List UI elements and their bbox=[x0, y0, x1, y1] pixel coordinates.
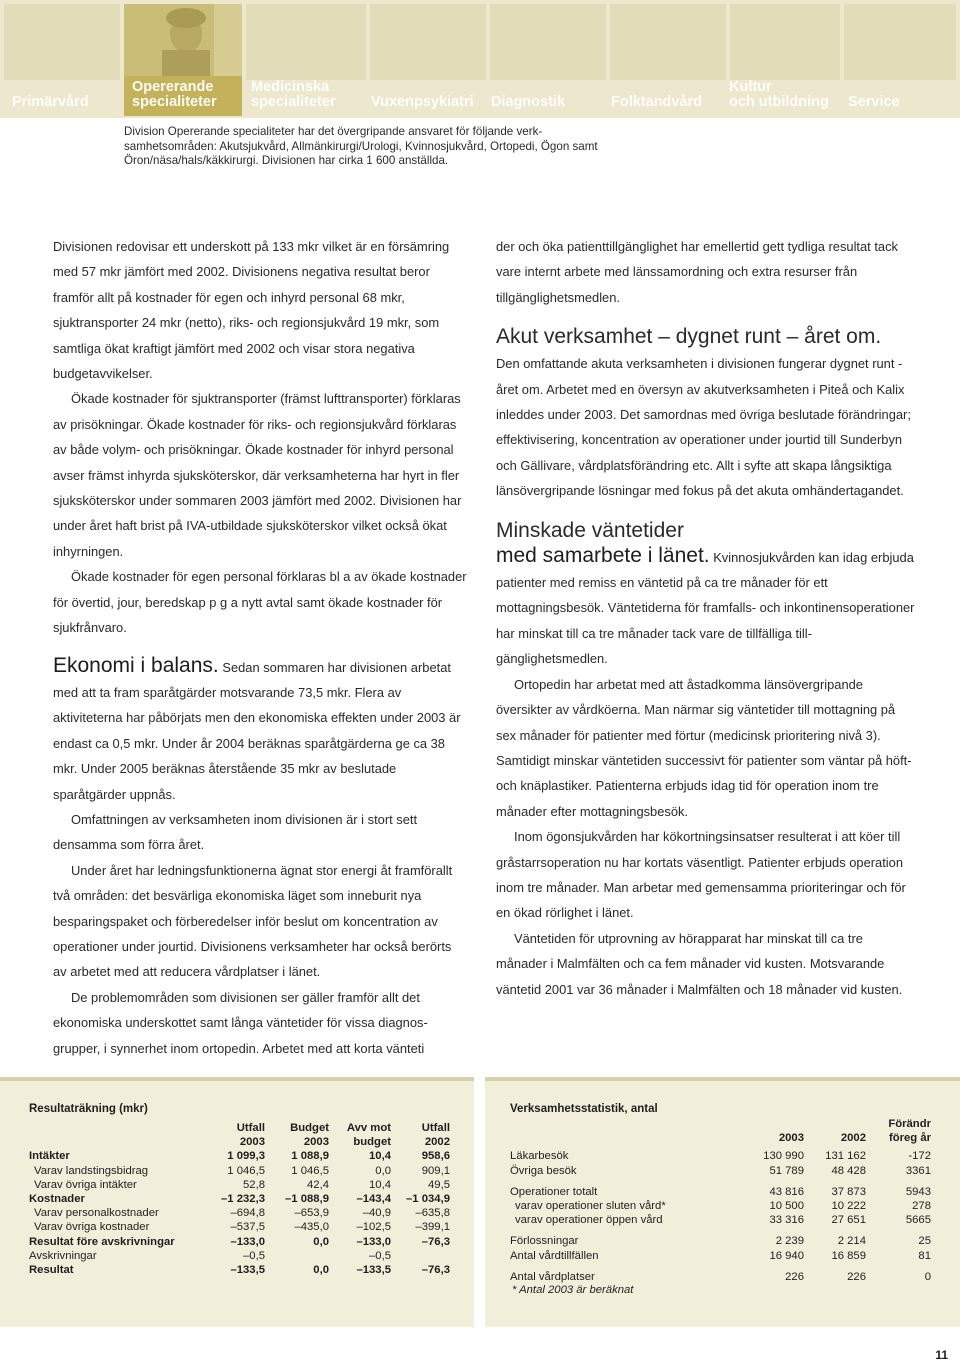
table-cell: 27 651 bbox=[831, 1214, 866, 1227]
table-cell: –1 088,9 bbox=[285, 1193, 329, 1206]
heading-line: med samarbete i länet. bbox=[496, 543, 710, 567]
table-cell: 10 222 bbox=[831, 1200, 866, 1213]
table-cell: -172 bbox=[908, 1150, 931, 1163]
heading-minskade-vantetider bbox=[496, 518, 916, 543]
column-header: Förändr föreg år bbox=[888, 1118, 931, 1145]
row-label: Antal vårdplatser bbox=[510, 1270, 595, 1283]
column-header: Utfall 2002 bbox=[421, 1122, 450, 1149]
row-label: Intäkter bbox=[29, 1150, 70, 1163]
row-label: Resultat bbox=[29, 1264, 74, 1277]
division-intro: Division Opererande specialiteter har det övergripande ansvaret för följande verksamhetsområden: Akutsjukvård, Allmänkirurgi/Urologi, Kvinnosjukvård, Ortopedi, Ögon samt Öron/näsa/hals/käkkirurgi. Divisionen har cirka 1 600 anställda. bbox=[124, 125, 598, 167]
table-row bbox=[29, 1263, 450, 1277]
paragraph: De problemområden som divisionen ser gäller framför allt det ekonomiska underskottet samt långa väntetider för vissa diagnosgrupper, i synnerhet inom ortopedin. Arbetet med att korta vänteti bbox=[53, 989, 428, 1056]
table-row bbox=[29, 1235, 450, 1249]
banner-photo-tile bbox=[370, 4, 486, 80]
row-label: varav operationer öppen vård bbox=[515, 1214, 663, 1227]
column-header: Utfall 2003 bbox=[236, 1122, 265, 1149]
paragraph: Under året har ledningsfunktionerna ägnat stor energi åt framförallt två områden: det besvärliga ekonomiska läget som inneburit nya besparingspaket och förberedelser inför beslut om koncentration av operationer under jourtid. Divisionens verksamheter har också berörts av arbetet med att reducera vårdplatser i länet. bbox=[53, 862, 453, 980]
table-cell: –143,4 bbox=[356, 1193, 391, 1206]
paragraph: Väntetiden för utprovning av hörapparat har minskat till ca tre månader i Malmfälten och ca fem månader vid kusten. Motsvarande väntetid 2001 var 36 månader i Malmfälten och 18 månader vid kusten. bbox=[496, 930, 903, 997]
row-label: Operationer totalt bbox=[510, 1185, 598, 1198]
table-row bbox=[29, 1206, 450, 1220]
paragraph: Ökade kostnader för egen personal förklaras bl a av ökade kostnader för övertid, jour, beredskap p g a nytt avtal samt ökade kostnader för sjukfrånvaro. bbox=[53, 569, 467, 636]
paragraph: Ökade kostnader för sjuktransporter (främst lufttransporter) förklaras av prisökningar. Ökade kostnader för riks- och regionsjukvård förklaras av både volym- och prisökningar. Ökade kostnader för inhyrd personal avser främst inhyrda sjuksköterskor, där verksamheterna har hyrt in fler sjuksköterskor under sommaren 2003 jämfört med 2002. Divisionen har under året haft brist på IVA-utbildade sjuksköterskor vilket också ökat inhyrningen. bbox=[53, 391, 462, 559]
banner-photo-tile bbox=[730, 4, 840, 80]
table-cell: 5943 bbox=[905, 1185, 931, 1198]
row-label: Varav övriga kostnader bbox=[34, 1221, 150, 1234]
table-cell: 1 046,5 bbox=[227, 1164, 265, 1177]
tab-folktandvard[interactable]: Folktandvård bbox=[611, 94, 703, 110]
table-cell: 48 428 bbox=[831, 1164, 866, 1177]
table-cell: 0 bbox=[924, 1270, 931, 1283]
paragraph: der och öka patienttillgänglighet har emellertid gett tydliga resultat tack vare internt arbete med länssamordning och extra resurser från tillgänglighetsmedlen. bbox=[496, 239, 898, 305]
tab-primarvard[interactable]: Primärvård bbox=[12, 94, 89, 110]
surgeon-photo-icon bbox=[124, 4, 242, 76]
paragraph: Divisionen redovisar ett underskott på 133 mkr vilket är en försämring med 57 mkr jämfört med 2002. Divisionens negativa resultat beror framför allt på kostnader för egen och inhyrd personal 68 mkr, sjuktransporter 24 mkr (netto), riks- och regionsjukvård 19 mkr, som samtliga ökat kraftigt jämfört med 2002 och visar stora negativa budgetavvikelser. bbox=[53, 239, 450, 382]
row-label: Kostnader bbox=[29, 1193, 85, 1206]
body-column-right bbox=[496, 234, 916, 1002]
table-cell: –76,3 bbox=[421, 1264, 450, 1277]
table-row bbox=[510, 1145, 931, 1163]
banner-photo-tile bbox=[844, 4, 956, 80]
table-cell: 226 bbox=[847, 1270, 866, 1283]
row-label: Avskrivningar bbox=[29, 1249, 97, 1262]
table-cell: 909,1 bbox=[421, 1164, 450, 1177]
table-cell: 0,0 bbox=[313, 1235, 329, 1248]
row-label: Läkarbesök bbox=[510, 1150, 569, 1163]
table-header-row bbox=[29, 1121, 450, 1149]
row-label: Övriga besök bbox=[510, 1164, 577, 1177]
row-label: Antal vårdtillfällen bbox=[510, 1249, 599, 1262]
row-label: Varav landstingsbidrag bbox=[34, 1164, 149, 1177]
table-cell: 43 816 bbox=[769, 1185, 804, 1198]
table-row bbox=[29, 1192, 450, 1206]
table-cell: 25 bbox=[918, 1235, 931, 1248]
table-cell: 226 bbox=[785, 1270, 804, 1283]
table-cell: –694,8 bbox=[230, 1207, 265, 1220]
tab-kultur-och-utbildning[interactable]: Kultur och utbildning bbox=[729, 79, 829, 110]
column-header: 2003 bbox=[778, 1132, 804, 1145]
row-label: varav operationer sluten vård* bbox=[515, 1200, 666, 1213]
table-cell: 37 873 bbox=[831, 1185, 866, 1198]
table-cell: 958,6 bbox=[421, 1150, 450, 1163]
row-label: Resultat före avskrivningar bbox=[29, 1235, 175, 1248]
banner-photo-tile bbox=[490, 4, 606, 80]
paragraph-text: Sedan sommaren har divisionen arbetat med att ta fram sparåtgärder motsvarande 73,5 mkr. Flera av aktiviteterna har påbörjats men den ekonomiska effekten under 2003 är endast ca 0,5 mkr. Under år 2004 beräknas sparåtgärderna ge ca 38 mkr. Under 2005 beräknas återstående 35 mkr av beslutade sparåtgärder uppnås. bbox=[53, 659, 461, 802]
table-cell: –653,9 bbox=[294, 1207, 329, 1220]
table-cell: –1 034,9 bbox=[406, 1193, 450, 1206]
table-cell bbox=[265, 1249, 329, 1263]
body-column-left bbox=[53, 234, 468, 1061]
table-header-row bbox=[510, 1117, 931, 1145]
table-cell: –133,0 bbox=[356, 1235, 391, 1248]
table-cell: –635,8 bbox=[415, 1207, 450, 1220]
table-footnote: * Antal 2003 är beräknat bbox=[512, 1284, 634, 1296]
table-cell: 51 789 bbox=[769, 1164, 804, 1177]
banner-photo-tile bbox=[610, 4, 726, 80]
table-cell: 1 088,9 bbox=[291, 1150, 329, 1163]
tab-vuxenpsykiatri[interactable]: Vuxenpsykiatri bbox=[371, 94, 474, 110]
banner-photo-tile bbox=[246, 4, 366, 80]
table-cell: –133,0 bbox=[230, 1235, 265, 1248]
paragraph-with-heading bbox=[53, 653, 468, 807]
table-cell: –40,9 bbox=[362, 1207, 391, 1220]
table-row bbox=[510, 1199, 931, 1213]
row-label: Förlossningar bbox=[510, 1235, 579, 1248]
table-cell: 49,5 bbox=[428, 1178, 450, 1191]
row-label: Varav övriga intäkter bbox=[34, 1178, 137, 1191]
table-row bbox=[29, 1249, 450, 1263]
page-number: 11 bbox=[935, 1348, 948, 1362]
table-cell: –0,5 bbox=[369, 1249, 391, 1262]
table-cell: –0,5 bbox=[243, 1249, 265, 1262]
table-cell: –76,3 bbox=[421, 1235, 450, 1248]
table-cell: –435,0 bbox=[294, 1221, 329, 1234]
heading-akut-verksamhet: Akut verksamhet – dygnet runt – året om. bbox=[496, 325, 882, 349]
tab-diagnostik[interactable]: Diagnostik bbox=[491, 94, 566, 110]
table-cell: 0,0 bbox=[313, 1264, 329, 1277]
row-label: Varav personalkostnader bbox=[34, 1207, 159, 1220]
table-cell: 131 162 bbox=[825, 1150, 866, 1163]
table-row bbox=[29, 1149, 450, 1163]
table-cell: 33 316 bbox=[769, 1214, 804, 1227]
tab-medicinska-specialiteter[interactable]: Medicinska specialiteter bbox=[251, 79, 336, 110]
tab-opererande-specialiteter[interactable]: Opererande specialiteter bbox=[132, 79, 217, 110]
table-cell: 2 214 bbox=[837, 1235, 866, 1248]
table-cell: 16 940 bbox=[769, 1249, 804, 1262]
table-cell bbox=[391, 1249, 450, 1263]
section-banner bbox=[0, 0, 960, 118]
table-cell: 10,4 bbox=[369, 1178, 391, 1191]
column-header: Budget 2003 bbox=[290, 1122, 329, 1149]
table-row bbox=[510, 1213, 931, 1227]
table-box-verksamhetsstatistik bbox=[485, 1077, 960, 1327]
table-row bbox=[510, 1227, 931, 1248]
heading-ekonomi-i-balans: Ekonomi i balans. bbox=[53, 653, 219, 677]
table-cell: 1 099,3 bbox=[227, 1150, 265, 1163]
table-row bbox=[510, 1178, 931, 1199]
table-row bbox=[510, 1249, 931, 1263]
table-cell: 278 bbox=[912, 1200, 931, 1213]
table-cell: –399,1 bbox=[415, 1221, 450, 1234]
paragraph-text: Kvinnosjukvården kan idag erbjuda patienter med remiss en väntetid på ca tre månader för ett mottagningsbesök. Väntetiderna för framfalls- och inkontinensoperationer har minskat till ca tre månader tack vare de tillfälliga tillgänglighetsmedlen. bbox=[496, 549, 915, 667]
table-cell: 0,0 bbox=[375, 1164, 391, 1177]
tab-service[interactable]: Service bbox=[848, 94, 900, 110]
paragraph-with-heading bbox=[496, 543, 916, 672]
table-cell: –537,5 bbox=[230, 1221, 265, 1234]
banner-photo bbox=[124, 4, 242, 76]
table-cell: 1 046,5 bbox=[291, 1164, 329, 1177]
table-cell: –133,5 bbox=[230, 1264, 265, 1277]
paragraph: Omfattningen av verksamheten inom divisionen är i stort sett densamma som förra året. bbox=[53, 811, 418, 853]
table-cell: –133,5 bbox=[356, 1264, 391, 1277]
column-header: Avv mot budget bbox=[346, 1122, 391, 1149]
column-header: 2002 bbox=[840, 1132, 866, 1145]
table-cell: 5665 bbox=[905, 1214, 931, 1227]
table-row bbox=[29, 1178, 450, 1192]
table-cell: 10,4 bbox=[369, 1150, 391, 1163]
table-cell: 81 bbox=[918, 1249, 931, 1262]
banner-photo-tile bbox=[4, 4, 120, 80]
paragraph: Ortopedin har arbetat med att åstadkomma länsövergripande översikter av vårdköerna. Man närmar sig väntetider till mottagning på sex månader för patienter med förtur (medicinsk prioritering nivå 3). Samtidigt minskar väntetiden successivt för patienter som väntar på höft- och knäplastiker. Patienterna erbjuds idag tid för operation inom tre månader efter mottagningsbesök. bbox=[496, 676, 912, 819]
table-title: Verksamhetsstatistik, antal bbox=[510, 1103, 658, 1115]
table-row bbox=[510, 1164, 931, 1178]
table-cell: 42,4 bbox=[307, 1178, 329, 1191]
table-cell: 16 859 bbox=[831, 1249, 866, 1262]
table-row bbox=[29, 1220, 450, 1234]
paragraph: Inom ögonsjukvården har kökortningsinsatser resulterat i att köer till gråstarrsoperation nu har kortats väsentligt. Patienter erbjuds operation inom tre månader. Man arbetar med gemensamma prioriteringar och för en ökad rörlighet i länet. bbox=[496, 829, 906, 921]
table-cell: 130 990 bbox=[763, 1150, 804, 1163]
table-cell: 10 500 bbox=[769, 1200, 804, 1213]
table-cell: 52,8 bbox=[243, 1178, 265, 1191]
table-cell: –1 232,3 bbox=[221, 1193, 265, 1206]
table-cell: –102,5 bbox=[356, 1221, 391, 1234]
verksamhetsstatistik-table bbox=[510, 1117, 931, 1284]
table-row bbox=[510, 1263, 931, 1284]
table-cell: 3361 bbox=[905, 1164, 931, 1177]
table-cell: 2 239 bbox=[775, 1235, 804, 1248]
table-box-resultatrakning bbox=[0, 1077, 474, 1327]
table-row bbox=[29, 1164, 450, 1178]
heading-line: Minskade väntetider bbox=[496, 518, 684, 542]
resultatrakning-table bbox=[29, 1121, 450, 1277]
paragraph: Den omfattande akuta verksamheten i divisionen fungerar dygnet runt - året om. Arbetet med en översyn av akutverksamheten i Piteå och Kalix inleddes under 2003. Det samordnas med övriga beslutade förändringar; effektivisering, koncentration av operationer under jourtid till Sunderbyn och Gällivare, vårdplatsförändring etc. Allt i syfte att skapa långsiktiga länsövergripande lösningar med fokus på det akuta omhändertagandet. bbox=[496, 356, 911, 499]
table-title: Resultaträkning (mkr) bbox=[29, 1103, 148, 1115]
